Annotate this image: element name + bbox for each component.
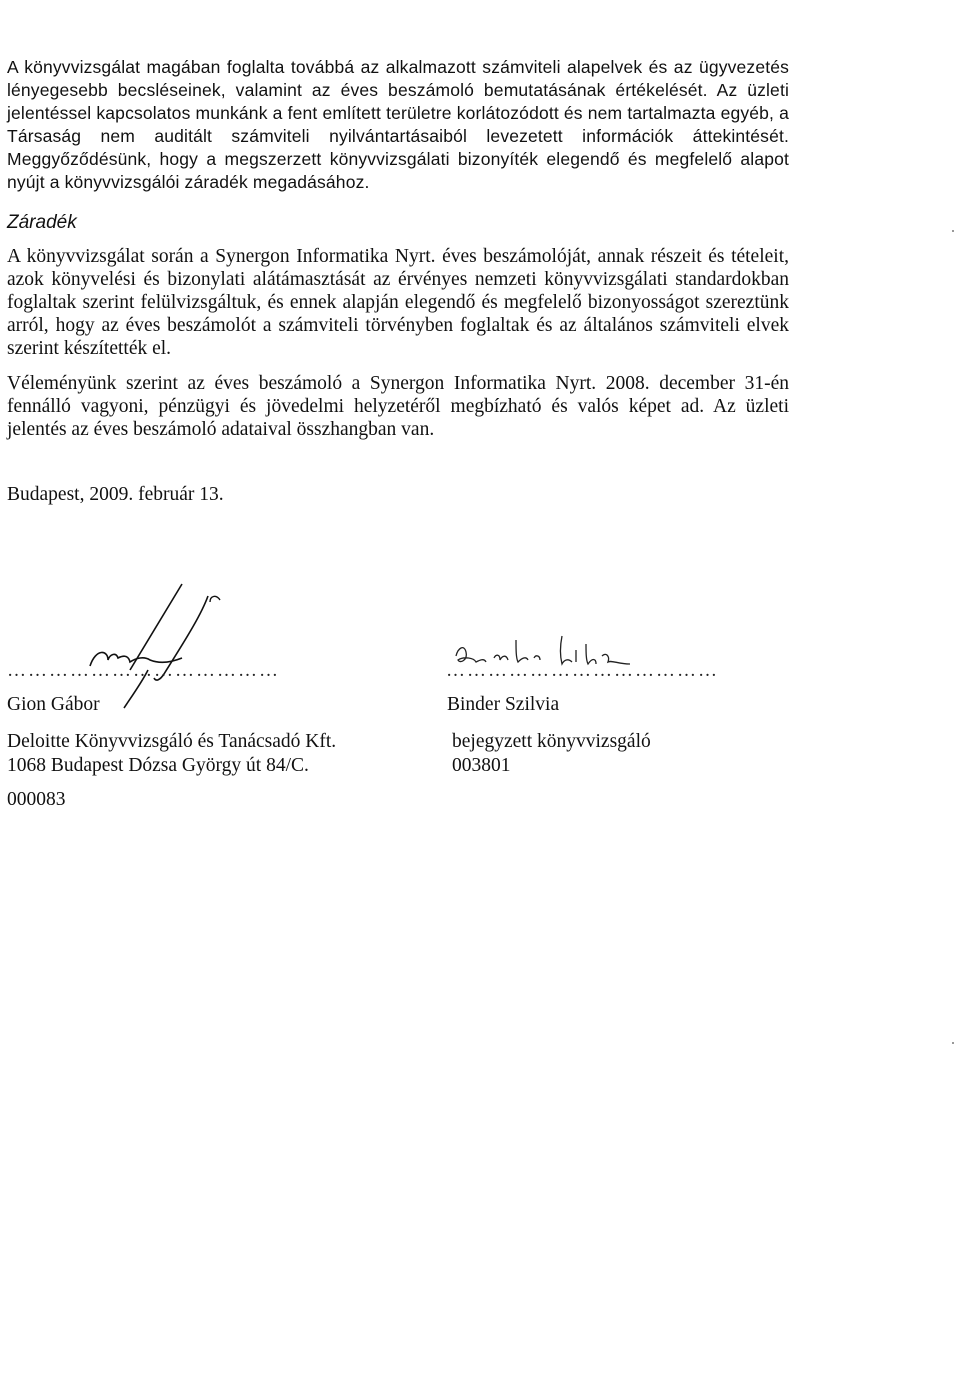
paragraph-audit-procedure: A könyvvizsgálat során a Synergon Informatika Nyrt. éves beszámolóját, annak részeit és tételeit, azok könyvelési és bizonylati alátámasztását az érvényes nemzeti könyvvizsgálati standardokban foglaltak szerint felülvizsgáltuk, és ennek alapján elegendő és megfelelő bizonyosságot szereztünk arról, hogy az éves beszámolót a számviteli törvényben foglaltak és az általános számviteli elvek szerint készítették el. <box>7 246 789 359</box>
signer-number-left: 000083 <box>7 789 66 810</box>
signer-title: bejegyzett könyvvizsgáló <box>452 731 651 752</box>
signer-company: Deloitte Könyvvizsgáló és Tanácsadó Kft. <box>7 731 337 752</box>
signature-line-right: ………………………………… <box>446 660 719 681</box>
signature-line-left: ………………………………… <box>7 660 280 681</box>
signer-name-left: Gion Gábor <box>7 694 100 715</box>
place-and-date: Budapest, 2009. február 13. <box>7 484 224 505</box>
scan-artifact-mark <box>952 1042 954 1044</box>
scan-artifact-mark <box>952 230 954 232</box>
section-heading-zaradek: Záradék <box>7 212 77 233</box>
paragraph-audit-opinion: Véleményünk szerint az éves beszámoló a Synergon Informatika Nyrt. 2008. december 31-én fennálló vagyoni, pénzügyi és jövedelmi helyzetéről megbízható és valós képet ad. Az üzleti jelentés az éves beszámoló adataival összhangban van. <box>7 373 789 440</box>
signer-number-right: 003801 <box>452 755 511 776</box>
signer-address: 1068 Budapest Dózsa György út 84/C. <box>7 755 309 776</box>
paragraph-audit-scope: A könyvvizsgálat magában foglalta továbbá az alkalmazott számviteli alapelvek és az ügyvezetés lényegesebb becsléseinek, valamint az éves beszámoló bemutatásának értékelését. Az üzleti jelentéssel kapcsolatos munkánk a fent említett területre korlátozódott és nem tartalmazta egyéb, a Társaság nem auditált számviteli nyilvántartásaiból levezetett információk áttekintését. Meggyőződésünk, hogy a megszerzett könyvvizsgálati bizonyíték elegendő és megfelelő alapot nyújt a könyvvizsgálói záradék megadásához. <box>7 57 789 192</box>
signer-name-right: Binder Szilvia <box>447 694 560 715</box>
